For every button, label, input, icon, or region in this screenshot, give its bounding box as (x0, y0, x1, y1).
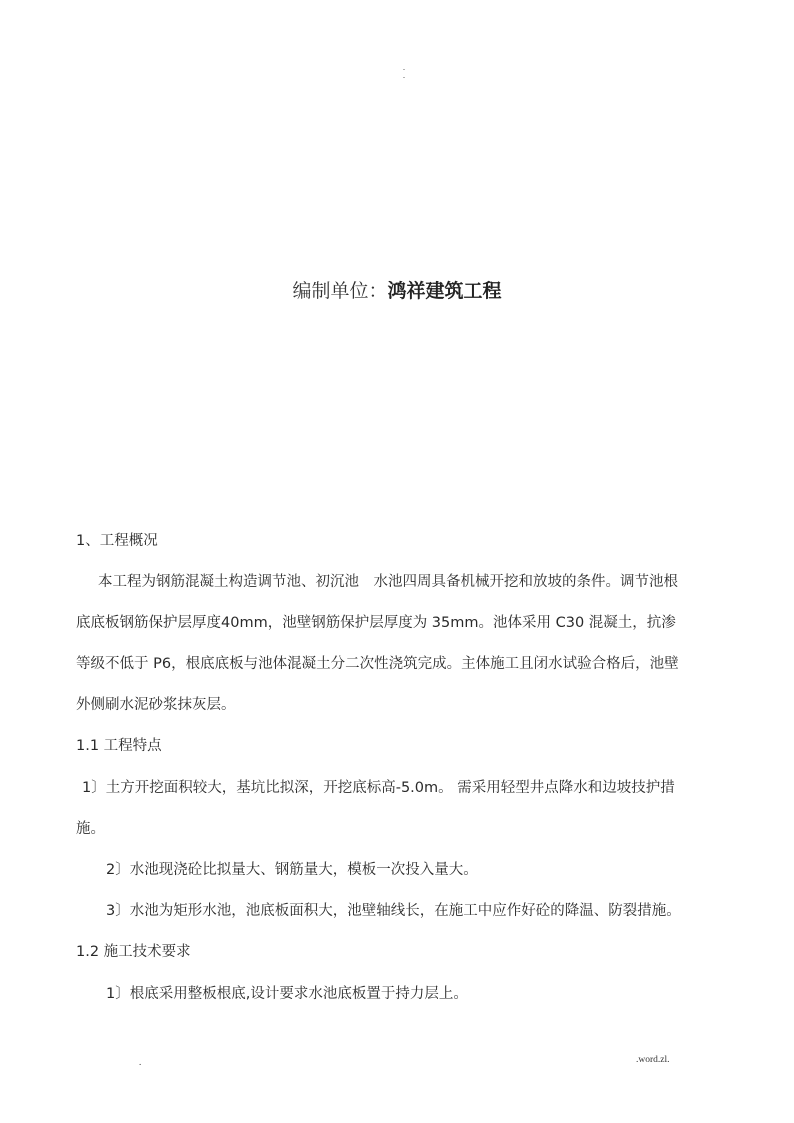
header-marks (403, 64, 405, 80)
cover-title (0, 279, 794, 303)
header-mark: . (403, 63, 405, 72)
paragraph-line: 本工程为钢筋混凝土构造调节池、初沉池 水池四周具备机械开挖和放坡的条件。调节池根 (98, 574, 678, 590)
list-item: 1〕根底采用整板根底,设计要求水池底板置于持力层上。 (106, 986, 468, 1002)
subsection-heading: 1.1 工程特点 (76, 738, 162, 754)
list-item-continuation: 施。 (76, 821, 105, 837)
paragraph-line: 底底板钢筋保护层厚度40mm，池壁钢筋保护层厚度为 35mm。池体采用 C30 混凝土，抗渗 (76, 615, 676, 631)
subsection-heading: 1.2 施工技术要求 (76, 944, 191, 960)
footer-left-mark: . (139, 1057, 142, 1067)
cover-organization: 鸿祥建筑工程 (387, 280, 502, 302)
list-item: 3〕水池为矩形水池，池底板面积大，池壁轴线长，在施工中应作好砼的降温、防裂措施。 (106, 903, 681, 919)
list-item: 1〕土方开挖面积较大，基坑比拟深，开挖底标高-5.0m。 需采用轻型井点降水和边坡技护措 (82, 780, 675, 796)
paragraph-line: 外侧刷水泥砂浆抹灰层。 (76, 697, 236, 713)
list-item: 2〕水池现浇砼比拟量大、钢筋量大，模板一次投入量大。 (106, 862, 478, 878)
cover-label: 编制单位： (292, 280, 388, 302)
footer-right-mark: .word.zl. (636, 1055, 670, 1065)
paragraph-line: 等级不低于 P6，根底底板与池体混凝土分二次性浇筑完成。主体施工且闭水试验合格后，池壁 (76, 656, 679, 672)
section-heading: 1、工程概况 (76, 533, 158, 549)
header-mark: . (403, 71, 405, 80)
